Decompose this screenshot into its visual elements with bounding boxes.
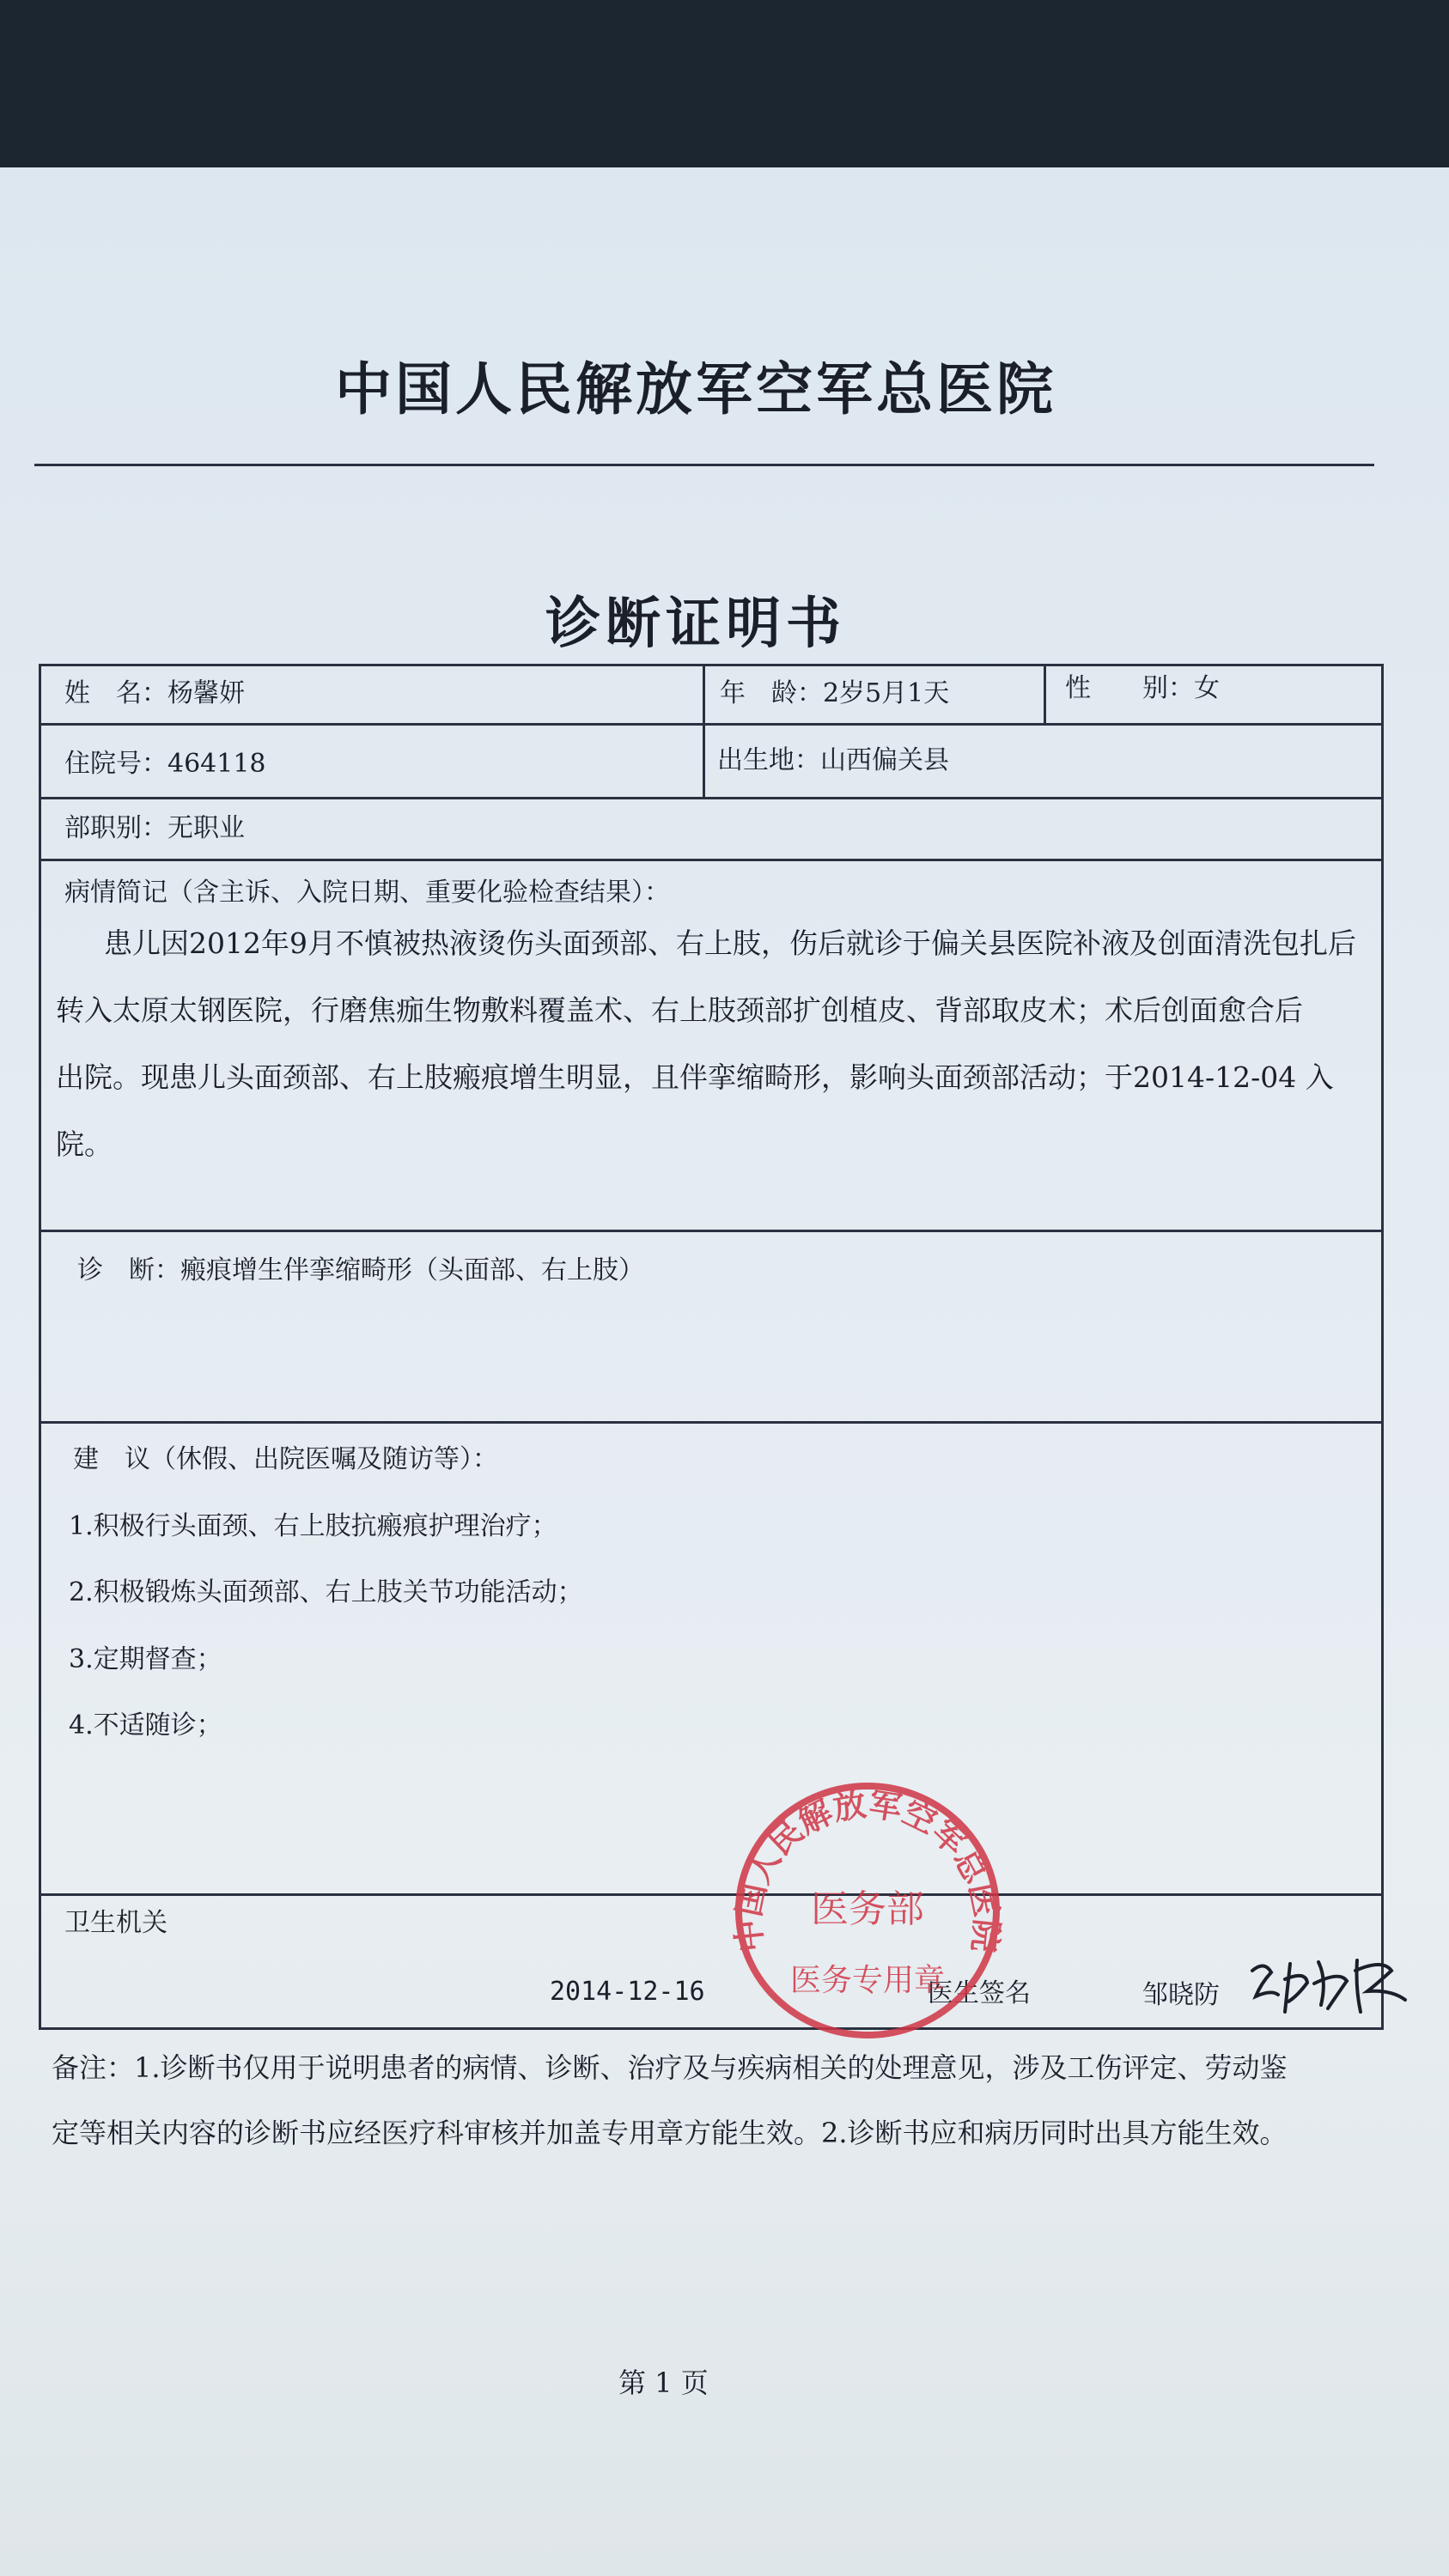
column-divider [1044,664,1046,723]
name-label: 姓 名： [64,678,167,708]
diagnosis-value: 瘢痕增生伴挛缩畸形（头面部、右上肢） [180,1255,644,1285]
birthplace-field [717,744,949,778]
admission-number-value: 464118 [167,749,266,779]
name-field [64,677,245,711]
row-divider [39,723,1381,726]
name-value: 杨馨妍 [167,678,245,708]
header-rule [34,464,1374,466]
row-divider [39,797,1381,799]
advice-item: 2.积极锻炼头面颈部、右上肢关节功能活动； [69,1577,583,1607]
remark-line: 定等相关内容的诊断书应经医疗科审核并加盖专用章方能生效。2.诊断书应和病历同时出具方能生效。 [52,2117,1288,2149]
gender-field [1065,671,1220,706]
history-line: 患儿因2012年9月不慎被热液烫伤头面颈部、右上肢，伤后就诊于偏关县医院补液及创面清洗包扎后 [104,927,1356,960]
history-line: 出院。现患儿头面颈部、右上肢瘢痕增生明显，且伴挛缩畸形，影响头面颈部活动；于2014-12-04 入 [56,1060,1334,1094]
history-line: 转入太原太钢医院，行磨焦痂生物敷料覆盖术、右上肢颈部扩创植皮、背部取皮术；术后创面愈合后 [56,993,1303,1027]
history-line: 院。 [56,1127,113,1161]
row-divider [39,1893,1381,1896]
stamp-bottom-text: 医务专用章 [789,1963,946,1998]
gender-label: 性 别： [1065,673,1194,703]
doctor-name: 邹晓防 [1142,1980,1220,2010]
row-divider [39,1230,1381,1232]
admission-number-field [64,747,266,781]
diagnosis-label: 诊 断： [77,1255,180,1285]
stamp-ring-text: 中国人民解放军空军总医院 [728,1784,1007,1954]
gender-value: 女 [1194,673,1220,703]
remark-line: 备注：1.诊断书仅用于说明患者的病情、诊断、治疗及与疾病相关的处理意见，涉及工伤评定、劳动鉴 [52,2051,1288,2084]
row-divider [39,1421,1381,1424]
health-authority-label: 卫生机关 [64,1908,167,1938]
document-title: 诊断证明书 [545,592,846,656]
age-value: 2岁5月1天 [823,678,950,708]
occupation-value: 无职业 [167,813,245,843]
issue-date: 2014-12-16 [550,1977,705,2007]
stamp-center-text: 医务部 [811,1887,924,1931]
occupation-label: 部职别： [64,813,167,843]
form-table [39,664,1384,2030]
hospital-seal-stamp [721,1769,1014,2044]
doctor-signature-label: 医生签名 [928,1978,1031,2008]
remarks [52,2035,1426,2166]
diagnosis-field [77,1254,644,1288]
advice-item: 3.定期督查； [69,1644,222,1674]
handwritten-signature [1245,1945,1417,2022]
birthplace-label: 出生地： [717,745,820,775]
age-label: 年 龄： [720,678,823,708]
advice-label: 建 议（休假、出院医嘱及随访等）： [73,1444,498,1474]
age-field [720,677,949,711]
page-number: 第 1 页 [618,2366,709,2399]
row-divider [39,859,1381,861]
birthplace-value: 山西偏关县 [820,745,949,775]
history-body [56,910,1370,1178]
admission-number-label: 住院号： [64,749,167,779]
history-label: 病情简记（含主诉、入院日期、重要化验检查结果）： [64,878,670,908]
advice-item: 4.不适随诊； [69,1710,222,1741]
advice-item: 1.积极行头面颈、右上肢抗瘢痕护理治疗； [69,1511,557,1541]
hospital-name: 中国人民解放军空军总医院 [335,356,1056,422]
column-divider [703,664,705,797]
occupation-field [64,811,245,846]
